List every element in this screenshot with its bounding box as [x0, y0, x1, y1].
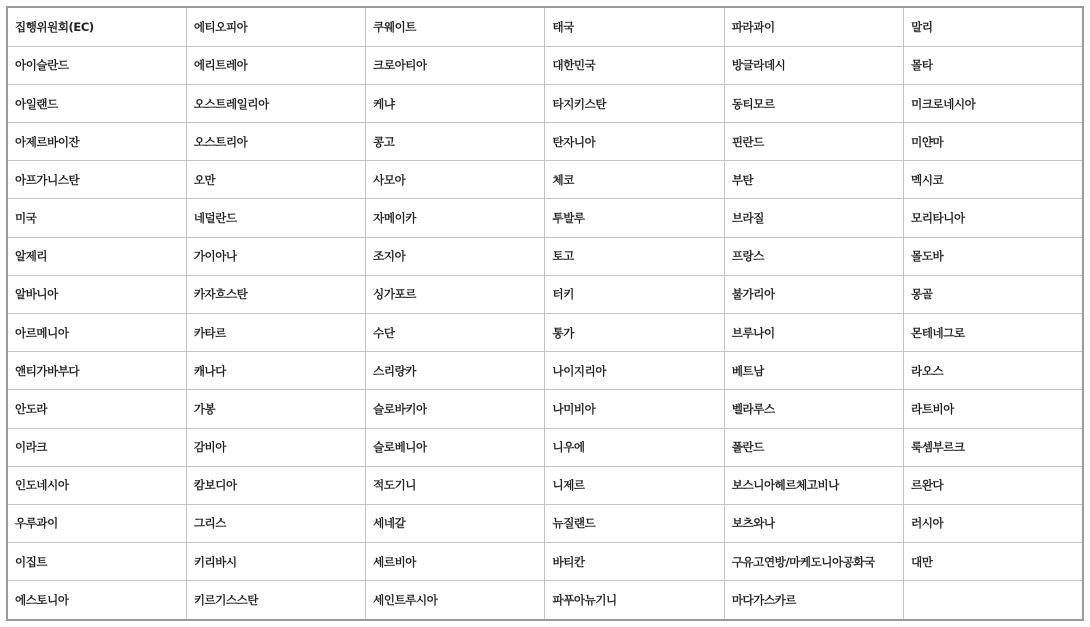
- table-cell: 카자흐스탄: [186, 275, 365, 313]
- table-cell: 자메이카: [366, 199, 545, 237]
- table-row: [7, 352, 1083, 390]
- table-cell: 말리: [904, 7, 1083, 46]
- table-cell: 라오스: [904, 352, 1083, 390]
- table-row: [7, 275, 1083, 313]
- table-cell: 이집트: [7, 543, 186, 581]
- table-cell: 미국: [7, 199, 186, 237]
- table-cell: 에티오피아: [186, 7, 365, 46]
- table-cell: 조지아: [366, 237, 545, 275]
- table-cell: 세네갈: [366, 504, 545, 542]
- table-cell: 아일랜드: [7, 84, 186, 122]
- table-cell: 캄보디아: [186, 466, 365, 504]
- table-cell: 벨라루스: [724, 390, 903, 428]
- table-cell: 몽골: [904, 275, 1083, 313]
- table-cell: 동티모르: [724, 84, 903, 122]
- table-cell: 탄자니아: [545, 123, 724, 161]
- table-cell: 타지키스탄: [545, 84, 724, 122]
- table-row: [7, 466, 1083, 504]
- table-cell: 에스토니아: [7, 581, 186, 620]
- table-cell: 앤티가바부다: [7, 352, 186, 390]
- table-row: [7, 581, 1083, 620]
- table-cell: 슬로베니아: [366, 428, 545, 466]
- table-cell: 대한민국: [545, 46, 724, 84]
- table-cell: 에리트레아: [186, 46, 365, 84]
- table-cell: 싱가포르: [366, 275, 545, 313]
- table-cell: 멕시코: [904, 161, 1083, 199]
- table-cell: 바티칸: [545, 543, 724, 581]
- table-cell: 통가: [545, 313, 724, 351]
- table-cell: 이라크: [7, 428, 186, 466]
- table-cell: 슬로바키아: [366, 390, 545, 428]
- table-cell: 그리스: [186, 504, 365, 542]
- table-cell: 부탄: [724, 161, 903, 199]
- table-cell: 감비아: [186, 428, 365, 466]
- table-cell: 오만: [186, 161, 365, 199]
- table-cell: 키르기스스탄: [186, 581, 365, 620]
- table-cell: 몰타: [904, 46, 1083, 84]
- table-row: [7, 313, 1083, 351]
- table-cell: 사모아: [366, 161, 545, 199]
- table-row: [7, 390, 1083, 428]
- table-cell: 크로아티아: [366, 46, 545, 84]
- table-row: [7, 199, 1083, 237]
- table-cell: 우루과이: [7, 504, 186, 542]
- table-cell: 가이아나: [186, 237, 365, 275]
- table-row: [7, 46, 1083, 84]
- table-cell: 브라질: [724, 199, 903, 237]
- table-row: [7, 543, 1083, 581]
- table-cell: 아르메니아: [7, 313, 186, 351]
- table-cell: 구유고연방/마케도니아공화국: [724, 543, 903, 581]
- table-cell: 케냐: [366, 84, 545, 122]
- table-cell: 파라과이: [724, 7, 903, 46]
- table-cell: 니제르: [545, 466, 724, 504]
- table-cell: 미크로네시아: [904, 84, 1083, 122]
- table-cell: 세인트루시아: [366, 581, 545, 620]
- table-cell: 브루나이: [724, 313, 903, 351]
- table-cell: 아이슬란드: [7, 46, 186, 84]
- table-cell: 안도라: [7, 390, 186, 428]
- table-cell: 프랑스: [724, 237, 903, 275]
- table-row: [7, 84, 1083, 122]
- table-cell: 인도네시아: [7, 466, 186, 504]
- table-cell: 뉴질랜드: [545, 504, 724, 542]
- table-cell: 룩셈부르크: [904, 428, 1083, 466]
- table-cell: 나이지리아: [545, 352, 724, 390]
- table-cell: 오스트리아: [186, 123, 365, 161]
- table-cell: 오스트레일리아: [186, 84, 365, 122]
- table-cell: 키리바시: [186, 543, 365, 581]
- table-cell: 보츠와나: [724, 504, 903, 542]
- table-cell: 체코: [545, 161, 724, 199]
- table-cell: 태국: [545, 7, 724, 46]
- table-cell: 마다가스카르: [724, 581, 903, 620]
- table-cell: 나미비아: [545, 390, 724, 428]
- table-cell: 세르비아: [366, 543, 545, 581]
- table-cell: 모리타니아: [904, 199, 1083, 237]
- table-row: [7, 428, 1083, 466]
- table-cell: 대만: [904, 543, 1083, 581]
- table-cell: 적도기니: [366, 466, 545, 504]
- table-row: [7, 504, 1083, 542]
- table-cell: 집행위원회(EC): [7, 7, 186, 46]
- table-cell: 네덜란드: [186, 199, 365, 237]
- table-cell: [904, 581, 1083, 620]
- table-cell: 콩고: [366, 123, 545, 161]
- table-cell: 쿠웨이트: [366, 7, 545, 46]
- table-cell: 미얀마: [904, 123, 1083, 161]
- table-cell: 터키: [545, 275, 724, 313]
- table-cell: 몰도바: [904, 237, 1083, 275]
- table-cell: 캐나다: [186, 352, 365, 390]
- table-cell: 러시아: [904, 504, 1083, 542]
- country-table: [6, 6, 1084, 621]
- table-cell: 알제리: [7, 237, 186, 275]
- table-cell: 알바니아: [7, 275, 186, 313]
- table-row: [7, 237, 1083, 275]
- table-cell: 폴란드: [724, 428, 903, 466]
- table-cell: 파푸아뉴기니: [545, 581, 724, 620]
- table-cell: 토고: [545, 237, 724, 275]
- table-cell: 베트남: [724, 352, 903, 390]
- table-row: [7, 161, 1083, 199]
- table-row: [7, 123, 1083, 161]
- table-cell: 불가리아: [724, 275, 903, 313]
- table-cell: 방글라데시: [724, 46, 903, 84]
- table-cell: 아프가니스탄: [7, 161, 186, 199]
- table-cell: 몬테네그로: [904, 313, 1083, 351]
- table-cell: 아제르바이잔: [7, 123, 186, 161]
- table-cell: 보스니아헤르체고비나: [724, 466, 903, 504]
- table-cell: 니우에: [545, 428, 724, 466]
- table-cell: 수단: [366, 313, 545, 351]
- table-cell: 르완다: [904, 466, 1083, 504]
- table-cell: 핀란드: [724, 123, 903, 161]
- table-cell: 라트비아: [904, 390, 1083, 428]
- table-row: [7, 7, 1083, 46]
- table-cell: 가봉: [186, 390, 365, 428]
- table-cell: 투발루: [545, 199, 724, 237]
- table-cell: 스리랑카: [366, 352, 545, 390]
- table-cell: 카타르: [186, 313, 365, 351]
